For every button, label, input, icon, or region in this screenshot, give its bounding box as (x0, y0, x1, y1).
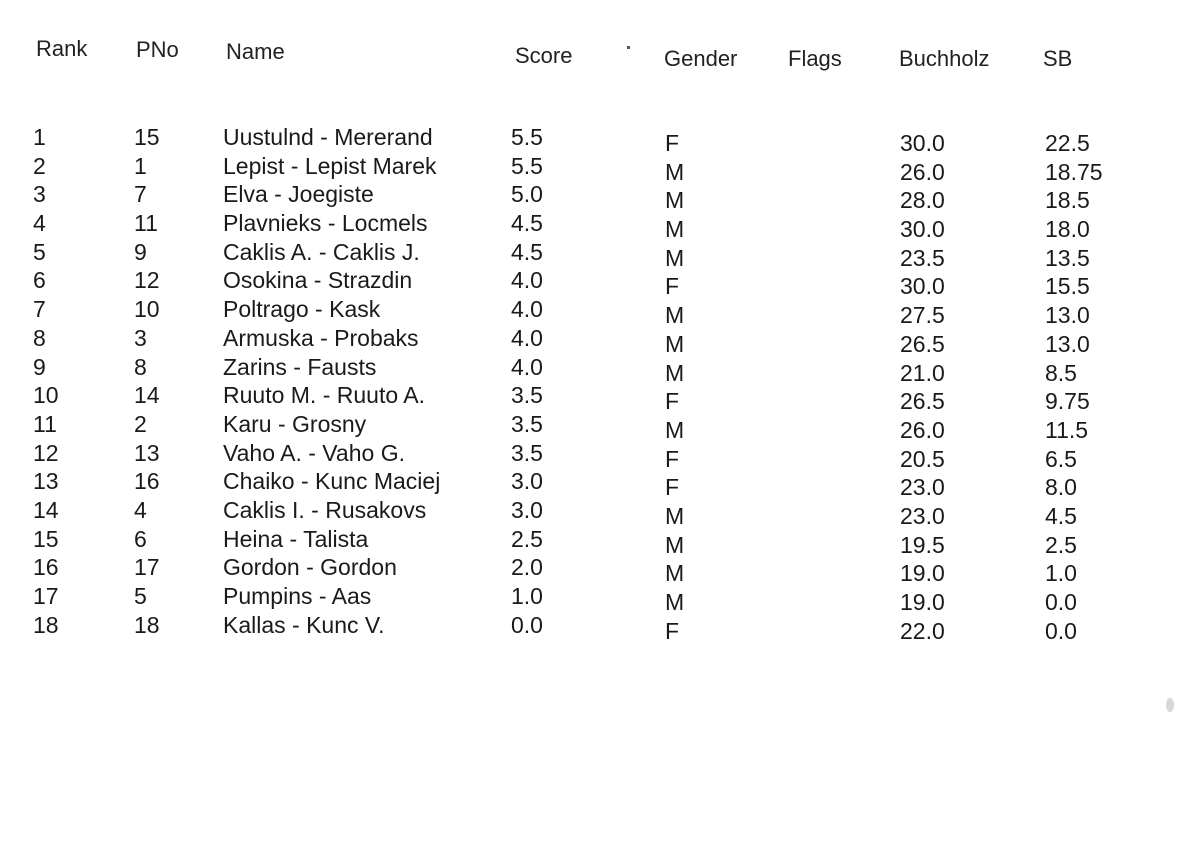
header-score: Score (515, 43, 573, 68)
table-row (0, 152, 1190, 185)
table-row (0, 583, 1190, 615)
score-cell: 4.0 (511, 353, 543, 380)
header-buchholz: Buchholz (899, 46, 990, 71)
table-row (0, 611, 1190, 644)
score-cell: 4.5 (511, 210, 543, 237)
score-cell: 2.5 (511, 525, 543, 552)
header-rank: Rank (36, 36, 88, 61)
rank-cell: 5 (33, 238, 46, 265)
score-cell: 1.0 (511, 583, 543, 609)
score-cell: 3.5 (511, 439, 543, 466)
rank-cell: 7 (33, 296, 46, 323)
score-cell: 3.0 (511, 496, 543, 523)
table-row (0, 554, 1190, 587)
pno-cell: 11 (134, 210, 158, 237)
score-cell: 5.5 (511, 152, 543, 179)
name-cell: Armuska - Probaks (223, 324, 419, 351)
rank-cell: 14 (33, 496, 59, 523)
sb-cell: 8.0 (1045, 474, 1077, 501)
score-cell: 4.0 (511, 267, 543, 294)
sb-cell: 8.5 (1045, 359, 1077, 386)
gender-cell: M (665, 359, 685, 386)
gender-cell: M (665, 302, 685, 329)
header-gender: Gender (664, 46, 738, 71)
name-cell: Heina - Talista (223, 525, 369, 552)
table-row (0, 353, 1190, 386)
table-row (0, 324, 1190, 357)
sb-cell: 13.0 (1045, 330, 1090, 357)
score-cell: 4.0 (511, 296, 543, 323)
buchholz-cell: 20.5 (900, 445, 945, 472)
name-cell: Osokina - Strazdin (223, 267, 413, 294)
buchholz-cell: 30.0 (900, 216, 945, 243)
pno-cell: 10 (134, 296, 160, 323)
score-cell: 5.5 (511, 124, 543, 150)
sb-cell: 22.5 (1045, 130, 1090, 156)
buchholz-cell: 21.0 (900, 359, 945, 386)
gender-cell: F (665, 617, 680, 644)
name-cell: Plavnieks - Locmels (223, 210, 428, 237)
table-row (0, 181, 1190, 214)
table-row (0, 410, 1190, 443)
rank-cell: 9 (33, 353, 46, 380)
table-row (0, 525, 1190, 558)
gender-cell: M (665, 589, 685, 615)
gender-cell: F (665, 474, 680, 501)
rank-cell: 3 (33, 181, 46, 208)
gender-cell: M (665, 158, 685, 185)
pno-cell: 5 (134, 583, 147, 609)
header-name: Name (226, 39, 285, 64)
name-cell: Chaiko - Kunc Maciej (223, 468, 441, 495)
buchholz-cell: 28.0 (900, 187, 945, 214)
pno-cell: 3 (134, 324, 147, 351)
buchholz-cell: 19.0 (900, 560, 945, 587)
pno-cell: 17 (134, 554, 160, 581)
buchholz-cell: 30.0 (900, 130, 945, 156)
header-sb: SB (1043, 46, 1073, 71)
scan-speck (627, 46, 630, 49)
sb-cell: 2.5 (1045, 531, 1077, 558)
sb-cell: 0.0 (1045, 617, 1077, 644)
gender-cell: M (665, 330, 685, 357)
buchholz-cell: 26.0 (900, 416, 945, 443)
table-row (0, 496, 1190, 529)
buchholz-cell: 23.5 (900, 244, 945, 271)
pno-cell: 7 (134, 181, 147, 208)
pno-cell: 12 (134, 267, 160, 294)
rank-cell: 15 (33, 525, 59, 552)
table-row (0, 124, 1190, 156)
sb-cell: 15.5 (1045, 273, 1090, 300)
sb-cell: 9.75 (1045, 388, 1090, 415)
name-cell: Kallas - Kunc V. (223, 611, 385, 638)
table-row (0, 210, 1190, 243)
buchholz-cell: 22.0 (900, 617, 945, 644)
pno-cell: 6 (134, 525, 147, 552)
table-row (0, 439, 1190, 472)
gender-cell: F (665, 388, 680, 415)
header-flags: Flags (788, 46, 842, 71)
sb-cell: 13.5 (1045, 244, 1090, 271)
pno-cell: 15 (134, 124, 160, 150)
table-row (0, 468, 1190, 501)
gender-cell: F (665, 445, 680, 472)
buchholz-cell: 26.5 (900, 330, 945, 357)
buchholz-cell: 23.0 (900, 502, 945, 529)
score-cell: 4.0 (511, 324, 543, 351)
sb-cell: 11.5 (1045, 416, 1089, 443)
rank-cell: 8 (33, 324, 46, 351)
sb-cell: 13.0 (1045, 302, 1090, 329)
sb-cell: 6.5 (1045, 445, 1077, 472)
gender-cell: M (665, 187, 685, 214)
rank-cell: 2 (33, 152, 46, 179)
gender-cell: M (665, 244, 685, 271)
score-cell: 3.5 (511, 410, 543, 437)
buchholz-cell: 26.5 (900, 388, 945, 415)
name-cell: Lepist - Lepist Marek (223, 152, 437, 179)
name-cell: Ruuto M. - Ruuto A. (223, 382, 425, 409)
sb-cell: 18.5 (1045, 187, 1090, 214)
gender-cell: M (665, 502, 685, 529)
rank-cell: 13 (33, 468, 59, 495)
table-row (0, 382, 1190, 415)
score-cell: 5.0 (511, 181, 543, 208)
rank-cell: 17 (33, 583, 59, 609)
pno-cell: 4 (134, 496, 147, 523)
gender-cell: F (665, 273, 680, 300)
rank-cell: 10 (33, 382, 59, 409)
name-cell: Poltrago - Kask (223, 296, 381, 323)
pno-cell: 1 (134, 152, 147, 179)
rank-cell: 1 (33, 124, 46, 150)
gender-cell: M (665, 531, 685, 558)
name-cell: Gordon - Gordon (223, 554, 397, 581)
pno-cell: 16 (134, 468, 160, 495)
name-cell: Caklis I. - Rusakovs (223, 496, 427, 523)
buchholz-cell: 30.0 (900, 273, 945, 300)
name-cell: Caklis A. - Caklis J. (223, 238, 420, 265)
sb-cell: 18.75 (1045, 158, 1103, 185)
sb-cell: 4.5 (1045, 502, 1077, 529)
score-cell: 0.0 (511, 611, 543, 638)
rank-cell: 6 (33, 267, 46, 294)
pno-cell: 18 (134, 611, 160, 638)
header-pno: PNo (136, 37, 179, 62)
table-row (0, 296, 1190, 329)
score-cell: 3.5 (511, 382, 543, 409)
sb-cell: 18.0 (1045, 216, 1090, 243)
pno-cell: 9 (134, 238, 147, 265)
table-row (0, 238, 1190, 271)
sb-cell: 1.0 (1045, 560, 1077, 587)
gender-cell: F (665, 130, 680, 156)
rank-cell: 4 (33, 210, 46, 237)
pno-cell: 2 (134, 410, 147, 437)
rank-cell: 12 (33, 439, 59, 466)
name-cell: Karu - Grosny (223, 410, 367, 437)
score-cell: 4.5 (511, 238, 543, 265)
scan-smudge (1166, 698, 1174, 712)
rank-cell: 18 (33, 611, 59, 638)
pno-cell: 13 (134, 439, 160, 466)
name-cell: Uustulnd - Mererand (223, 124, 433, 150)
buchholz-cell: 26.0 (900, 158, 945, 185)
pno-cell: 14 (134, 382, 160, 409)
buchholz-cell: 19.5 (900, 531, 945, 558)
rank-cell: 11 (33, 410, 57, 437)
standings-rows (0, 124, 1190, 644)
name-cell: Elva - Joegiste (223, 181, 374, 208)
score-cell: 3.0 (511, 468, 543, 495)
name-cell: Vaho A. - Vaho G. (223, 439, 405, 466)
buchholz-cell: 19.0 (900, 589, 945, 615)
gender-cell: M (665, 416, 685, 443)
gender-cell: M (665, 560, 685, 587)
pno-cell: 8 (134, 353, 147, 380)
rank-cell: 16 (33, 554, 59, 581)
gender-cell: M (665, 216, 685, 243)
score-cell: 2.0 (511, 554, 543, 581)
buchholz-cell: 23.0 (900, 474, 945, 501)
table-row (0, 267, 1190, 300)
buchholz-cell: 27.5 (900, 302, 945, 329)
sb-cell: 0.0 (1045, 589, 1077, 615)
name-cell: Pumpins - Aas (223, 583, 372, 609)
name-cell: Zarins - Fausts (223, 353, 377, 380)
